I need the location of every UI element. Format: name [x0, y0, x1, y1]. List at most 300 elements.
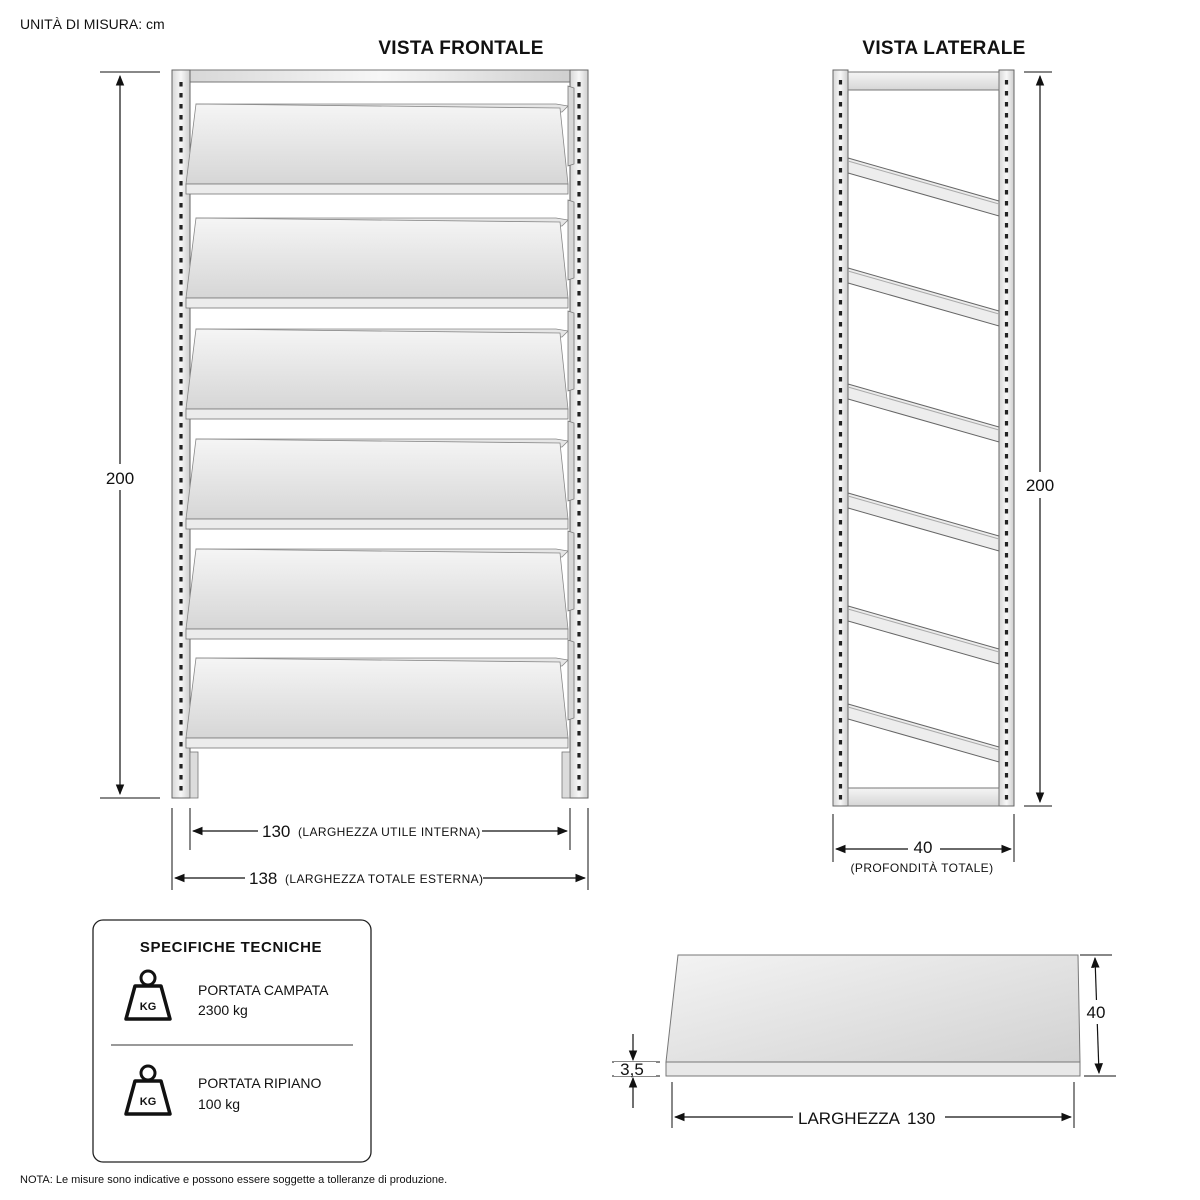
- upright-hole: [839, 454, 842, 459]
- upright-hole: [839, 773, 842, 778]
- upright-hole: [839, 344, 842, 349]
- upright-hole: [179, 368, 182, 373]
- upright-hole: [577, 676, 580, 681]
- upright-hole: [839, 102, 842, 107]
- upright-hole: [1005, 696, 1008, 701]
- upright-hole: [179, 445, 182, 450]
- upright-hole: [1005, 465, 1008, 470]
- upright-hole: [179, 456, 182, 461]
- upright-hole: [1005, 223, 1008, 228]
- upright-hole: [839, 685, 842, 690]
- upright-hole: [179, 775, 182, 780]
- upright-hole: [577, 489, 580, 494]
- upright-hole: [577, 577, 580, 582]
- upright-hole: [577, 291, 580, 296]
- upright-hole: [577, 423, 580, 428]
- upright-hole: [179, 676, 182, 681]
- upright-hole: [1005, 432, 1008, 437]
- upright-hole: [1005, 476, 1008, 481]
- upright-hole: [839, 135, 842, 140]
- upright-hole: [839, 168, 842, 173]
- upright-hole: [1005, 102, 1008, 107]
- upright-hole: [1005, 91, 1008, 96]
- units-note: UNITÀ DI MISURA: cm: [20, 16, 165, 32]
- upright-hole: [577, 533, 580, 538]
- upright-hole: [577, 665, 580, 670]
- upright-hole: [577, 302, 580, 307]
- upright-hole: [577, 555, 580, 560]
- upright-hole: [839, 289, 842, 294]
- upright-hole: [1005, 443, 1008, 448]
- upright-hole: [839, 366, 842, 371]
- upright-hole: [577, 764, 580, 769]
- upright-hole: [839, 179, 842, 184]
- upright-hole: [839, 245, 842, 250]
- upright-hole: [577, 588, 580, 593]
- upright-hole: [1005, 300, 1008, 305]
- upright-hole: [1005, 740, 1008, 745]
- upright-hole: [179, 291, 182, 296]
- upright-hole: [1005, 685, 1008, 690]
- upright-hole: [839, 784, 842, 789]
- upright-hole: [839, 729, 842, 734]
- upright-hole: [577, 280, 580, 285]
- upright-hole: [839, 531, 842, 536]
- upright-hole: [577, 720, 580, 725]
- side-height-label: 200: [1025, 476, 1055, 495]
- upright-hole: [179, 522, 182, 527]
- upright-hole: [577, 148, 580, 153]
- upright-hole: [1005, 586, 1008, 591]
- upright-hole: [1005, 421, 1008, 426]
- upright-hole: [577, 599, 580, 604]
- upright-hole: [577, 192, 580, 197]
- spec-span-load-value: 2300 kg: [198, 1002, 248, 1018]
- upright-hole: [1005, 509, 1008, 514]
- upright-hole: [839, 663, 842, 668]
- upright-hole: [1005, 520, 1008, 525]
- upright-hole: [1005, 322, 1008, 327]
- upright-hole: [1005, 168, 1008, 173]
- upright-hole: [179, 104, 182, 109]
- upright-hole: [1005, 399, 1008, 404]
- upright-hole: [577, 269, 580, 274]
- upright-hole: [179, 379, 182, 384]
- upright-hole: [839, 223, 842, 228]
- upright-hole: [179, 731, 182, 736]
- upright-hole: [1005, 707, 1008, 712]
- upright-hole: [179, 753, 182, 758]
- upright-hole: [839, 91, 842, 96]
- upright-hole: [179, 566, 182, 571]
- upright-hole: [577, 687, 580, 692]
- upright-hole: [1005, 278, 1008, 283]
- upright-hole: [577, 698, 580, 703]
- weight-icon-text: KG: [139, 1001, 157, 1013]
- upright-hole: [179, 610, 182, 615]
- upright-hole: [1005, 498, 1008, 503]
- upright-hole: [839, 465, 842, 470]
- depth-value: 40: [913, 838, 933, 857]
- upright-hole: [839, 300, 842, 305]
- upright-hole: [179, 390, 182, 395]
- upright-hole: [1005, 135, 1008, 140]
- upright-hole: [577, 709, 580, 714]
- upright-hole: [179, 786, 182, 791]
- upright-hole: [839, 575, 842, 580]
- panel-width-value: 130: [907, 1109, 936, 1128]
- upright-hole: [1005, 454, 1008, 459]
- upright-hole: [1005, 212, 1008, 217]
- upright-hole: [839, 487, 842, 492]
- upright-hole: [839, 608, 842, 613]
- thickness-value: 3,5: [620, 1060, 644, 1079]
- upright-hole: [839, 751, 842, 756]
- upright-hole: [577, 412, 580, 417]
- upright-hole: [179, 258, 182, 263]
- upright-hole: [577, 93, 580, 98]
- upright-hole: [179, 544, 182, 549]
- upright-hole: [577, 632, 580, 637]
- depth-caption: (PROFONDITÀ TOTALE): [850, 861, 994, 875]
- upright-hole: [839, 234, 842, 239]
- upright-hole: [1005, 190, 1008, 195]
- upright-hole: [1005, 751, 1008, 756]
- upright-hole: [839, 443, 842, 448]
- upright-hole: [577, 137, 580, 142]
- front-shelf: [186, 200, 574, 308]
- upright-hole: [839, 190, 842, 195]
- upright-hole: [839, 311, 842, 316]
- upright-hole: [577, 115, 580, 120]
- side-brace: [848, 606, 999, 664]
- upright-hole: [179, 115, 182, 120]
- upright-hole: [179, 269, 182, 274]
- upright-hole: [839, 399, 842, 404]
- upright-hole: [1005, 124, 1008, 129]
- upright-hole: [1005, 311, 1008, 316]
- upright-hole: [577, 401, 580, 406]
- upright-hole: [577, 610, 580, 615]
- inner-width-value: 130: [262, 822, 291, 841]
- upright-hole: [179, 698, 182, 703]
- side-brace: [848, 493, 999, 551]
- upright-hole: [839, 707, 842, 712]
- spec-shelf-load-label: PORTATA RIPIANO: [198, 1075, 322, 1091]
- upright-hole: [577, 170, 580, 175]
- upright-hole: [179, 500, 182, 505]
- upright-hole: [1005, 652, 1008, 657]
- front-view-title: VISTA FRONTALE: [378, 38, 544, 59]
- upright-hole: [839, 146, 842, 151]
- upright-hole: [179, 764, 182, 769]
- upright-hole: [179, 148, 182, 153]
- upright-hole: [577, 500, 580, 505]
- upright-hole: [179, 511, 182, 516]
- upright-hole: [839, 586, 842, 591]
- upright-hole: [1005, 762, 1008, 767]
- upright-hole: [839, 674, 842, 679]
- upright-hole: [577, 544, 580, 549]
- upright-hole: [1005, 564, 1008, 569]
- upright-hole: [839, 718, 842, 723]
- upright-hole: [179, 247, 182, 252]
- upright-hole: [577, 731, 580, 736]
- spec-shelf-load-value: 100 kg: [198, 1096, 241, 1112]
- upright-hole: [1005, 289, 1008, 294]
- upright-hole: [839, 564, 842, 569]
- upright-hole: [577, 621, 580, 626]
- specs-panel: [93, 920, 371, 1162]
- upright-hole: [839, 553, 842, 558]
- upright-hole: [839, 355, 842, 360]
- upright-hole: [1005, 113, 1008, 118]
- upright-hole: [179, 357, 182, 362]
- upright-hole: [179, 632, 182, 637]
- side-brace: [848, 704, 999, 762]
- upright-hole: [1005, 795, 1008, 800]
- front-bottom-post: [562, 752, 570, 798]
- upright-hole: [179, 423, 182, 428]
- upright-hole: [179, 555, 182, 560]
- upright-hole: [1005, 256, 1008, 261]
- upright-hole: [577, 786, 580, 791]
- panel-depth-value: 40: [1086, 1003, 1106, 1022]
- upright-hole: [179, 346, 182, 351]
- upright-hole: [839, 80, 842, 85]
- upright-hole: [179, 621, 182, 626]
- upright-hole: [179, 170, 182, 175]
- upright-hole: [179, 709, 182, 714]
- upright-hole: [577, 82, 580, 87]
- outer-width-value: 138: [249, 869, 278, 888]
- upright-hole: [1005, 641, 1008, 646]
- upright-hole: [1005, 718, 1008, 723]
- upright-hole: [577, 511, 580, 516]
- upright-hole: [839, 410, 842, 415]
- upright-hole: [839, 421, 842, 426]
- upright-hole: [839, 322, 842, 327]
- upright-hole: [1005, 344, 1008, 349]
- side-brace: [848, 268, 999, 326]
- upright-hole: [179, 687, 182, 692]
- upright-hole: [179, 643, 182, 648]
- upright-hole: [839, 333, 842, 338]
- upright-hole: [1005, 553, 1008, 558]
- upright-hole: [577, 126, 580, 131]
- side-brace: [848, 158, 999, 216]
- upright-hole: [1005, 355, 1008, 360]
- front-shelf: [186, 86, 574, 194]
- upright-hole: [577, 258, 580, 263]
- upright-hole: [1005, 80, 1008, 85]
- upright-hole: [1005, 267, 1008, 272]
- specs-title: SPECIFICHE TECNICHE: [139, 939, 323, 956]
- side-top-rail: [848, 72, 999, 90]
- upright-hole: [839, 388, 842, 393]
- weight-icon-text: KG: [139, 1096, 157, 1108]
- upright-hole: [839, 520, 842, 525]
- upright-hole: [179, 214, 182, 219]
- upright-hole: [839, 652, 842, 657]
- upright-hole: [577, 247, 580, 252]
- upright-hole: [577, 104, 580, 109]
- spec-span-load-label: PORTATA CAMPATA: [198, 982, 329, 998]
- upright-hole: [179, 401, 182, 406]
- specs-box: [93, 920, 371, 1162]
- upright-hole: [839, 597, 842, 602]
- upright-hole: [839, 432, 842, 437]
- upright-hole: [839, 795, 842, 800]
- front-shelf: [186, 640, 574, 748]
- upright-hole: [179, 665, 182, 670]
- upright-hole: [179, 742, 182, 747]
- upright-hole: [577, 379, 580, 384]
- upright-hole: [179, 533, 182, 538]
- upright-hole: [179, 467, 182, 472]
- upright-hole: [1005, 729, 1008, 734]
- upright-hole: [179, 478, 182, 483]
- upright-hole: [839, 212, 842, 217]
- front-bottom-post: [190, 752, 198, 798]
- shelf-detail: [612, 955, 1116, 1128]
- upright-hole: [179, 324, 182, 329]
- upright-hole: [179, 412, 182, 417]
- upright-hole: [179, 181, 182, 186]
- upright-hole: [179, 654, 182, 659]
- front-height-label: 200: [105, 469, 135, 488]
- upright-hole: [839, 476, 842, 481]
- upright-hole: [1005, 531, 1008, 536]
- upright-hole: [839, 619, 842, 624]
- upright-hole: [577, 346, 580, 351]
- upright-hole: [1005, 630, 1008, 635]
- upright-hole: [1005, 597, 1008, 602]
- upright-hole: [1005, 487, 1008, 492]
- upright-hole: [179, 236, 182, 241]
- upright-hole: [1005, 663, 1008, 668]
- upright-hole: [179, 159, 182, 164]
- outer-width-caption: (LARGHEZZA TOTALE ESTERNA): [285, 872, 484, 886]
- upright-hole: [1005, 157, 1008, 162]
- upright-hole: [577, 775, 580, 780]
- upright-hole: [839, 256, 842, 261]
- upright-hole: [577, 225, 580, 230]
- upright-hole: [179, 577, 182, 582]
- upright-hole: [839, 267, 842, 272]
- upright-hole: [577, 566, 580, 571]
- upright-hole: [179, 588, 182, 593]
- upright-hole: [577, 236, 580, 241]
- upright-hole: [577, 467, 580, 472]
- side-braces: [848, 158, 999, 762]
- front-shelf: [186, 311, 574, 419]
- front-shelf: [186, 421, 574, 529]
- upright-hole: [179, 720, 182, 725]
- upright-hole: [179, 280, 182, 285]
- upright-hole: [577, 643, 580, 648]
- upright-hole: [839, 696, 842, 701]
- upright-hole: [577, 335, 580, 340]
- side-view: [833, 38, 1059, 875]
- upright-hole: [839, 157, 842, 162]
- upright-hole: [577, 742, 580, 747]
- upright-hole: [839, 498, 842, 503]
- side-bottom-rail: [848, 788, 999, 806]
- upright-hole: [1005, 410, 1008, 415]
- upright-hole: [577, 324, 580, 329]
- upright-hole: [179, 192, 182, 197]
- panel-width-label: LARGHEZZA: [798, 1109, 901, 1128]
- side-brace: [848, 384, 999, 442]
- upright-hole: [839, 113, 842, 118]
- front-shelves: [186, 86, 574, 798]
- front-top-bar: [190, 70, 570, 82]
- upright-hole: [179, 225, 182, 230]
- upright-hole: [1005, 388, 1008, 393]
- side-view-title: VISTA LATERALE: [862, 38, 1026, 59]
- upright-hole: [1005, 366, 1008, 371]
- upright-hole: [839, 641, 842, 646]
- upright-hole: [1005, 674, 1008, 679]
- upright-hole: [179, 126, 182, 131]
- upright-hole: [179, 203, 182, 208]
- upright-hole: [1005, 619, 1008, 624]
- upright-hole: [577, 478, 580, 483]
- upright-hole: [839, 278, 842, 283]
- upright-hole: [1005, 773, 1008, 778]
- upright-hole: [839, 542, 842, 547]
- upright-hole: [577, 456, 580, 461]
- upright-hole: [577, 159, 580, 164]
- upright-hole: [577, 522, 580, 527]
- upright-hole: [577, 753, 580, 758]
- upright-hole: [577, 357, 580, 362]
- upright-hole: [577, 313, 580, 318]
- upright-hole: [1005, 146, 1008, 151]
- upright-hole: [1005, 179, 1008, 184]
- upright-hole: [1005, 784, 1008, 789]
- upright-hole: [179, 599, 182, 604]
- upright-hole: [839, 509, 842, 514]
- upright-hole: [179, 489, 182, 494]
- upright-hole: [577, 368, 580, 373]
- upright-hole: [1005, 542, 1008, 547]
- upright-hole: [577, 434, 580, 439]
- upright-hole: [577, 654, 580, 659]
- upright-hole: [839, 630, 842, 635]
- upright-hole: [577, 390, 580, 395]
- upright-hole: [179, 313, 182, 318]
- upright-hole: [179, 335, 182, 340]
- upright-hole: [179, 434, 182, 439]
- upright-hole: [839, 762, 842, 767]
- front-shelf: [186, 531, 574, 639]
- upright-hole: [1005, 201, 1008, 206]
- upright-hole: [179, 93, 182, 98]
- upright-hole: [1005, 377, 1008, 382]
- upright-hole: [1005, 234, 1008, 239]
- upright-hole: [1005, 333, 1008, 338]
- shelf-panel-top: [666, 955, 1080, 1062]
- upright-hole: [179, 302, 182, 307]
- inner-width-caption: (LARGHEZZA UTILE INTERNA): [298, 825, 481, 839]
- upright-hole: [839, 124, 842, 129]
- upright-hole: [1005, 608, 1008, 613]
- upright-hole: [1005, 575, 1008, 580]
- upright-hole: [1005, 245, 1008, 250]
- upright-hole: [179, 82, 182, 87]
